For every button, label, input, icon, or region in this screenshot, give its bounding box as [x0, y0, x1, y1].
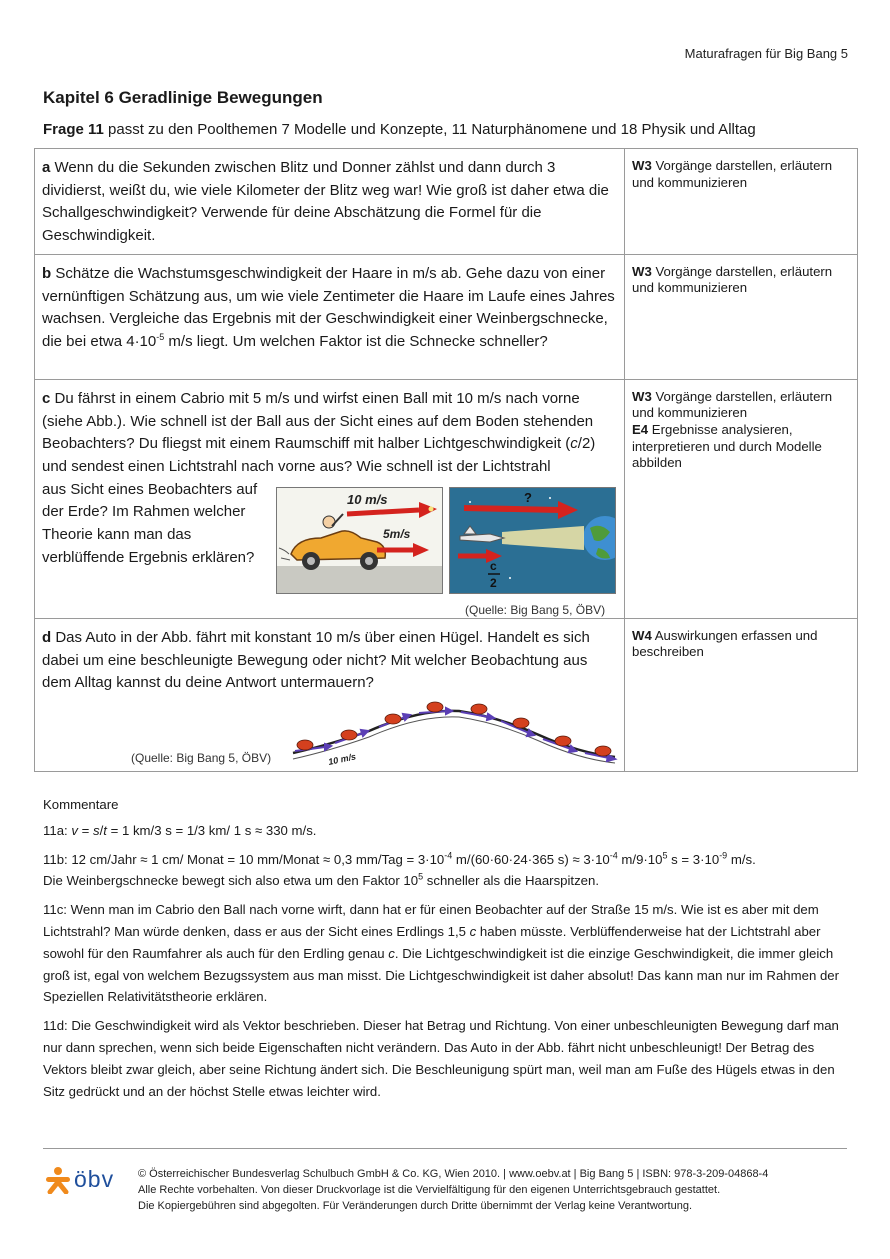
- competence-cell-d: [625, 618, 858, 771]
- comment-11c: 11c: Wenn man im Cabrio den Ball nach vorne wirft, dann hat er für einen Beobachter auf der Straße 15 m/s. Wie ist es aber mit dem Lichtstrahl? Man würde denken, dass er aus der Sicht eines Erdlings 1,5 c haben müsste. Verblüffenderweise hat der Lichtstrahl aber sowohl für den Raumfahrer als auch für den Erdling genau c. Die Lichtgeschwindigkeit ist die einzige Geschwindigkeit, die immer gleich groß ist, egal von welchem Bezugssystem aus man misst. Die Lichtgeschwindigkeit ist daher absolut! Das kann man nur im Rahmen der Speziellen Relativitätstheorie erklären.: [43, 902, 840, 1005]
- comment-11d: 11d: Die Geschwindigkeit wird als Vektor beschrieben. Dieser hat Betrag und Richtung. Von einer unbeschleunigten Bewegung darf man nur dann sprechen, wenn sich beide Eigenschaften nicht verändern. Das Auto in der Abb. fährt nicht unbeschleunigt! Der Betrag des Vektors bleibt zwar gleich, aber seine Richtung ändert sich. Die Beschleunigung spürt man, weil man am Fuße des Hügels etwas in den Sitz gedrückt und an der höchst Stelle etwas leichter wird.: [43, 1018, 839, 1099]
- question-cell-b: [35, 254, 625, 379]
- question-row-d: [35, 618, 858, 771]
- question-text-c-3: aus Sicht eines Beobachters auf der Erde? Im Rahmen welcher Theorie kann man das verblüffende Ergebnis erklären?: [42, 480, 258, 566]
- comment-11b: 11b: 12 cm/Jahr ≈ 1 cm/ Monat = 10 mm/Monat ≈ 0,3 $mm/Tag = 3\cdot 10^{-4}$ m/(60·60·24·365 $s) \approx 3\cdot 10^{-4}$ $m/9\cdot 10^5$ $s = 3\cdot 10^{-9}$ m/s. Die Weinbergschnecke bewegt sich also etwa um den Faktor $10^5$ schneller als die Haarspitzen.: [43, 850, 756, 889]
- ball-speed-label: 10 m/s: [347, 491, 388, 507]
- footer-line-3: Die Kopiergebühren sind abgegolten. Für Veränderungen durch Dritte übernimmt der Verlag keine Verantwortung.: [138, 1200, 693, 1212]
- question-mark-label: ?: [524, 489, 532, 505]
- competence-cell-b: [625, 254, 858, 379]
- oebv-logo: [44, 1166, 134, 1194]
- hill-speed-label: 10 m/s: [327, 751, 357, 767]
- competence-text-2: Ergebnisse analysieren, interpretieren und durch Modelle abbilden: [632, 422, 822, 471]
- question-text-b-1: Schätze die Wachstumsgeschwindigkeit der Haare in m/s ab. Gehe dazu von einer vernünftigen Schätzung aus, um wie viele Zentimeter die Haare im Laufe eines Jahres wachsen. Vergleiche das Ergebnis mit der Geschwindigkeit einer Weinbergschnecke, die bei etwa 4·10: [42, 264, 615, 350]
- competence-text: Vorgänge darstellen, erläutern und kommunizieren: [632, 158, 833, 190]
- question-row-c: [35, 379, 858, 618]
- running-header: Maturafragen für Big Bang 5: [684, 46, 848, 61]
- question-text-a: Wenn du die Sekunden zwischen Blitz und Donner zählst und dann durch 3 dividierst, weißt du, wie viele Kilometer der Blitz weg war! Wie groß ist daher etwa die Schallgeschwindigkeit? Verwende für deine Abschätzung die Formel für die Geschwindigkeit.: [42, 159, 609, 245]
- competence-code: W3: [632, 158, 652, 173]
- competence-cell-c: [625, 379, 858, 618]
- comments-section: [43, 794, 853, 1109]
- competence-code-2: E4: [632, 422, 649, 437]
- footer-divider: [43, 1148, 847, 1149]
- question-intro-text: passt zu den Poolthemen 7 Modelle und Konzepte, 11 Naturphänomene und 18 Physik und Alltag: [103, 121, 756, 138]
- competence-text: Auswirkungen erfassen und beschreiben: [632, 627, 818, 660]
- question-intro: [43, 121, 863, 138]
- hill-illustration: [289, 695, 619, 767]
- comments-heading: Kommentare: [43, 797, 119, 812]
- question-cell-c: [35, 379, 625, 618]
- question-text-b-2: m/s liegt. Um welchen Faktor ist die Schnecke schneller?: [164, 332, 548, 350]
- c-label: c: [490, 558, 497, 573]
- question-text-c-1: Du fährst in einem Cabrio mit 5 m/s und wirfst einen Ball mit 10 m/s nach vorne (siehe Abb.). Wie schnell ist der Ball aus der Sicht eines auf dem Boden stehenden Beobachters? Du fliegst mit einem Raumschiff mit halber Lichtgeschwindigkeit (: [42, 389, 594, 453]
- question-text-c-2: /2) und sendest einen Lichtstrahl nach vorne aus? Wie schnell ist der Lichtstrahl: [42, 435, 596, 475]
- question-letter-d: d: [42, 628, 52, 646]
- competence-cell-a: [625, 149, 858, 255]
- competence-text: Vorgänge darstellen, erläutern und kommunizieren: [632, 388, 833, 421]
- competence-code: W3: [632, 263, 652, 279]
- image-source-c: (Quelle: Big Bang 5, ÖBV): [465, 602, 606, 617]
- question-letter-c: c: [42, 389, 51, 407]
- question-letter-a: a: [42, 159, 51, 176]
- logo-text: öbv: [74, 1166, 115, 1192]
- question-row-b: [35, 254, 858, 379]
- footer-line-2: Alle Rechte vorbehalten. Von dieser Druckvorlage ist die Vervielfältigung für den eigenen Unterrichtsgebrauch gestattet.: [138, 1184, 721, 1196]
- footer-line-1: © Österreichischer Bundesverlag Schulbuch GmbH & Co. KG, Wien 2010. | www.oebv.at | Big Bang 5 | ISBN: 978-3-209-04868-4: [138, 1168, 769, 1180]
- cabrio-illustration: [276, 487, 443, 594]
- competence-code: W3: [632, 388, 652, 404]
- question-cell-a: [35, 149, 625, 255]
- question-row-a: [35, 149, 858, 255]
- symbol-c: c: [570, 435, 578, 453]
- question-table: [34, 148, 858, 772]
- image-source-d: (Quelle: Big Bang 5, ÖBV): [131, 750, 272, 765]
- competence-code: W4: [632, 627, 652, 643]
- car-speed-label: 5m/s: [383, 526, 411, 541]
- footer-text: [138, 1166, 848, 1214]
- comment-11a: 11a: v = s/t = 1 km/3 s = 1/3 km/ 1 s ≈ 330 m/s.: [43, 822, 317, 838]
- question-label: Frage 11: [43, 121, 104, 138]
- chapter-title: Kapitel 6 Geradlinige Bewegungen: [43, 88, 323, 107]
- spaceship-illustration: [449, 487, 616, 594]
- competence-text: Vorgänge darstellen, erläutern und kommunizieren: [632, 263, 833, 296]
- question-letter-b: b: [42, 264, 52, 282]
- question-text-d: Das Auto in der Abb. fährt mit konstant 10 m/s über einen Hügel. Handelt es sich dabei um eine beschleunigte Bewegung oder nicht? Mit welcher Beobachtung aus dem Alltag kannst du deine Antwort untermauern?: [42, 628, 590, 692]
- exponent: -5: [156, 331, 165, 342]
- oebv-logo-icon: [44, 1166, 72, 1194]
- two-label: 2: [490, 575, 497, 590]
- question-cell-d: [35, 618, 625, 771]
